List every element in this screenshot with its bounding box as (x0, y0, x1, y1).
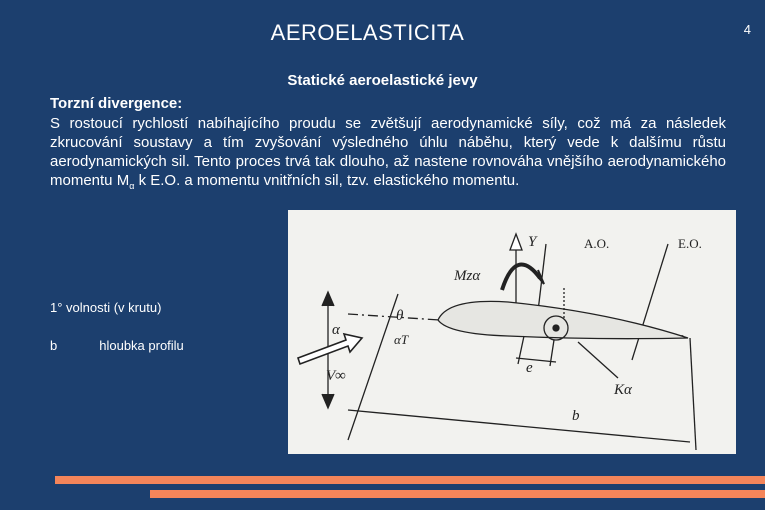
page-number: 4 (743, 22, 751, 37)
accent-bar-bottom (150, 490, 765, 498)
paragraph-text-2: k E.O. a momentu vnitřních sil, tzv. elastického momentu. (134, 172, 520, 189)
side-note-chord (50, 338, 184, 353)
label-eo: E.O. (678, 236, 702, 251)
body-paragraph (50, 114, 726, 196)
label-moment: Mzα (454, 268, 481, 284)
flow-arrow (298, 334, 362, 364)
eo-line (632, 244, 668, 360)
label-y: Y (528, 234, 537, 250)
b-dimension (348, 410, 690, 442)
label-e: e (526, 360, 533, 376)
airfoil-profile (438, 301, 688, 338)
label-b: b (572, 408, 580, 424)
side-note-freedom: 1° volnosti (v krutu) (50, 300, 162, 315)
paragraph-text-1: S rostoucí rychlostí nabíhajícího proudu se zvětšují aerodynamické síly, což má za následek zkrucování soustavy a tím zvyšování výsledného úhlu náběhu, který vede k dalšímu růstu aerodynamických sil. Tento proces trvá tak dlouho, až nastene rovnováha vnějšího aerodynamického momentu M (50, 115, 726, 189)
label-theta: θ (396, 308, 404, 324)
e-dimension (516, 358, 556, 362)
label-alpha: α (332, 322, 340, 338)
accent-bar-top (55, 476, 765, 484)
moment-arc (502, 265, 540, 290)
slide-title: AEROELASTICITA (270, 20, 465, 45)
label-alpha-t: αT (394, 332, 409, 347)
label-ao: A.O. (584, 236, 610, 251)
airfoil-diagram (288, 210, 736, 454)
label-v: V∞ (326, 368, 346, 384)
slide-subtitle: Statické aeroelastické jevy (287, 72, 478, 89)
paragraph-subscript: α (129, 181, 135, 191)
section-heading: Torzní divergence: (50, 95, 183, 112)
label-k: Kα (614, 382, 632, 398)
y-arrow-head (510, 234, 522, 250)
side-note-desc: hloubka profilu (99, 338, 184, 353)
side-note-symbol: b (50, 338, 58, 353)
